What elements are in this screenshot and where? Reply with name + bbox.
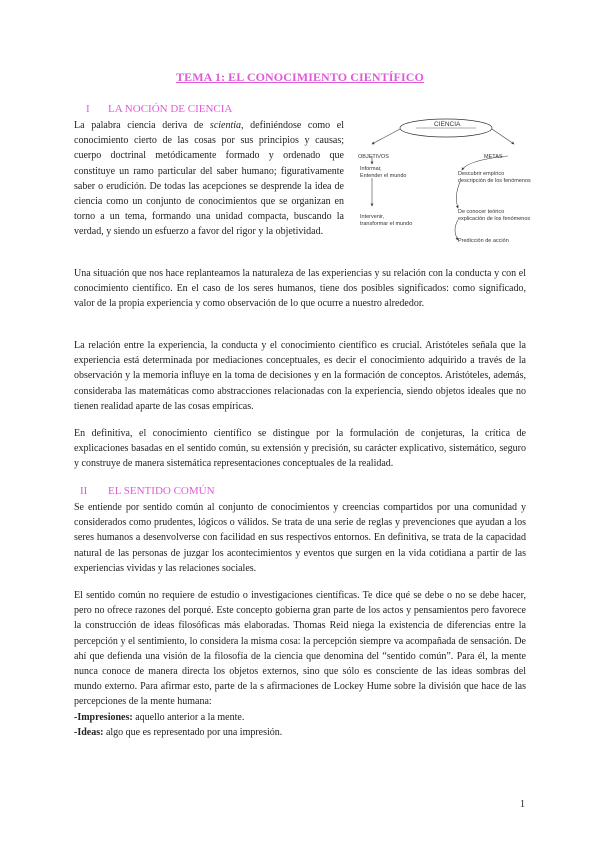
section-number: II <box>80 485 88 497</box>
diagram-right-item1-line1: Descubrir empírico <box>458 171 505 177</box>
page-title: TEMA 1: EL CONOCIMIENTO CIENTÍFICO <box>176 70 424 84</box>
section-title: LA NOCIÓN DE CIENCIA <box>108 103 233 115</box>
paragraph-experiencias <box>74 266 526 312</box>
page-number: 1 <box>520 799 525 810</box>
paragraph-text: Se entiende por sentido común al conjunto de conocimientos y creencias compartidos por una comunidad y considerados como prudentes, lógicos o válidos. Se trata de una serie de reglas y prevenciones que ayudan a los seres humanos a desenvolverse con facilidad en sus respectivos entornos. En definitiva, se trata de la capacidad natural de las personas de juzgar los acontecimientos y eventos que surgen en la vida cotidiana a partir de las experiencias vividas y las relaciones sociales. <box>74 502 526 574</box>
diagram-right-item3: Predicción de acción <box>458 238 509 244</box>
diagram-right-item2-line2: explicación de los fenómenos <box>458 216 531 222</box>
list-text: algo que es representado por una impresión. <box>103 726 283 738</box>
paragraph-text: El sentido común no requiere de estudio o investigaciones científicas. Te dice qué se debe o no se debe hacer, pero no ofrece razones del porqué. Este concepto gobierna gran parte de los actos y pensamientos pero favorece la construcción de ideas filosóficas más elaboradas. Thomas Reid niega la existencia de diferencias entre la percepción y el sentimiento, lo considera la misma cosa: la percepción siempre va acompañada de sensación. De ahí que defienda una visión de la filosofía de la ciencia que denomina del “sentido común”. Para él, la mente nunca conoce de manera directa los objetos externos, sino que sólo es consciente de las ideas sombras del mundo externo. Para afirmar esto, parte de la s afirmaciones de Lockey Hume sobre la división que hace de las percepciones de la mente humana: <box>74 590 526 708</box>
section-number: I <box>86 103 90 115</box>
ciencia-diagram <box>358 116 530 248</box>
paragraph-no-requiere <box>74 588 526 740</box>
diagram-right-item1-line2: descripción de los fenómenos <box>458 178 531 184</box>
paragraph-definitiva <box>74 426 526 472</box>
diagram-left-label: OBJETIVOS <box>358 154 389 160</box>
paragraph-text: La relación entre la experiencia, la conducta y el conocimiento científico es crucial. Aristóteles señala que la experiencia está determinada por mediaciones conceptuales, es decir el conocimiento adquirido a través de la observación y la memoria influye en la toma de decisiones y en la formación de conceptos. Aristóteles, además, consideraba las matemáticas como abstracciones relacionadas con la experiencia, siendo objetos ideales que no tienen realidad aparte de las cosas empíricas. <box>74 340 526 412</box>
diagram-right-item2-line1: De conocer teórico <box>458 209 505 215</box>
paragraph-ciencia-intro <box>74 118 344 240</box>
section-heading-2 <box>80 485 215 497</box>
list-item-ideas <box>74 725 526 740</box>
section-heading-1 <box>86 103 232 115</box>
list-term: -Impresiones: <box>74 711 133 723</box>
paragraph-text: Una situación que nos hace replanteamos la naturaleza de las experiencias y su relación con la conducta y con el conocimiento científico. En el caso de los seres humanos, tiene dos posibles significados: como significado, valor de la propia experiencia y como observación de lo que ocurre a nuestro alrededor. <box>74 268 526 310</box>
intro-text-start: La palabra ciencia deriva de <box>74 120 210 131</box>
list-term: -Ideas: <box>74 726 104 738</box>
list-item-impresiones <box>74 710 526 725</box>
intro-text-end: , definiéndose como el conocimiento cierto de las cosas por sus principios y causas; cuerpo doctrinal metódicamente formado y ordenado que constituye un ramo particular del saber humano; figurativamente saber o erudición. De todas las acepciones se desprende la idea de ciencia como un conjunto de conocimientos que se organizan en torno a un tema, formando una unidad compacta, buscando la verdad, y siendo un esfuerzo a favor del rigor y la objetividad. <box>74 120 344 238</box>
paragraph-sentido-comun <box>74 500 526 576</box>
diagram-center-label: CIENCIA <box>434 121 461 128</box>
diagram-left-item1-line1: Informar, <box>360 166 382 172</box>
section-title: EL SENTIDO COMÚN <box>108 485 215 497</box>
diagram-left-item2-line1: Intervenir, <box>360 214 385 220</box>
diagram-left-item1-line2: Entender el mundo <box>360 173 407 179</box>
intro-latin-term: scientia <box>209 120 242 131</box>
list-text: aquello anterior a la mente. <box>132 711 245 723</box>
paragraph-text: En definitiva, el conocimiento científico se distingue por la formulación de conjeturas, la crítica de explicaciones basadas en el sentido común, su extensión y precisión, su carácter explicativo, sistemático, seguro y construye de manera sistemática representaciones conceptuales de la realidad. <box>74 428 526 470</box>
diagram-right-label: METAS <box>484 154 503 160</box>
paragraph-relacion <box>74 338 526 414</box>
diagram-left-item2-line2: transformar el mundo <box>360 221 413 227</box>
